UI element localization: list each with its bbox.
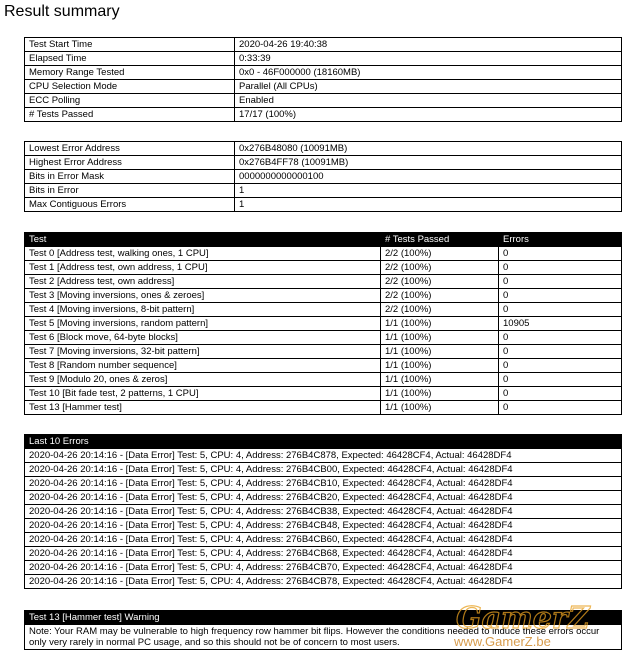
test-row	[25, 387, 622, 401]
test-row	[25, 247, 622, 261]
error-info-row	[25, 184, 622, 198]
row-value: 0000000000000100	[235, 170, 622, 184]
summary-table	[24, 37, 622, 122]
row-label: Bits in Error Mask	[25, 170, 235, 184]
row-label: Elapsed Time	[25, 52, 235, 66]
test-name-cell: Test 5 [Moving inversions, random pattern]	[25, 317, 381, 331]
summary-row	[25, 108, 622, 122]
errors-cell: 0	[499, 387, 622, 401]
error-row	[25, 547, 622, 561]
tests-passed-cell: 1/1 (100%)	[381, 387, 499, 401]
row-label: Bits in Error	[25, 184, 235, 198]
errors-cell: 0	[499, 247, 622, 261]
row-value: 1	[235, 184, 622, 198]
tests-passed-cell: 2/2 (100%)	[381, 275, 499, 289]
error-info-row	[25, 198, 622, 212]
error-entry: 2020-04-26 20:14:16 - [Data Error] Test: 5, CPU: 4, Address: 276B4CB78, Expected: 46428CF4, Actual: 46428DF4	[25, 575, 622, 589]
row-label: Memory Range Tested	[25, 66, 235, 80]
error-entry: 2020-04-26 20:14:16 - [Data Error] Test: 5, CPU: 4, Address: 276B4CB68, Expected: 46428CF4, Actual: 46428DF4	[25, 547, 622, 561]
error-entry: 2020-04-26 20:14:16 - [Data Error] Test: 5, CPU: 4, Address: 276B4CB60, Expected: 46428CF4, Actual: 46428DF4	[25, 533, 622, 547]
error-info-row	[25, 156, 622, 170]
warning-text: Note: Your RAM may be vulnerable to high frequency row hammer bit flips. However the conditions needed to induce these errors occur only very rarely in normal PC usage, and so this should not be of concern to most users.	[25, 625, 622, 650]
row-label: Test Start Time	[25, 38, 235, 52]
column-header-errors: Errors	[499, 233, 622, 247]
test-row	[25, 345, 622, 359]
last-errors-table	[24, 434, 622, 589]
summary-row	[25, 38, 622, 52]
error-row	[25, 491, 622, 505]
tests-passed-cell: 1/1 (100%)	[381, 359, 499, 373]
test-name-cell: Test 10 [Bit fade test, 2 patterns, 1 CPU]	[25, 387, 381, 401]
test-name-cell: Test 9 [Modulo 20, ones & zeros]	[25, 373, 381, 387]
error-row	[25, 575, 622, 589]
page-title: Result summary	[4, 3, 120, 20]
row-label: Lowest Error Address	[25, 142, 235, 156]
test-row	[25, 303, 622, 317]
errors-cell: 0	[499, 345, 622, 359]
error-entry: 2020-04-26 20:14:16 - [Data Error] Test: 5, CPU: 4, Address: 276B4CB38, Expected: 46428CF4, Actual: 46428DF4	[25, 505, 622, 519]
last-errors-header: Last 10 Errors	[25, 435, 622, 449]
test-name-cell: Test 7 [Moving inversions, 32-bit pattern]	[25, 345, 381, 359]
row-label: # Tests Passed	[25, 108, 235, 122]
error-entry: 2020-04-26 20:14:16 - [Data Error] Test: 5, CPU: 4, Address: 276B4CB48, Expected: 46428CF4, Actual: 46428DF4	[25, 519, 622, 533]
summary-row	[25, 52, 622, 66]
row-value: 17/17 (100%)	[235, 108, 622, 122]
error-row	[25, 561, 622, 575]
row-value: 0x0 - 46F000000 (18160MB)	[235, 66, 622, 80]
error-row	[25, 533, 622, 547]
test-name-cell: Test 1 [Address test, own address, 1 CPU]	[25, 261, 381, 275]
column-header-passed: # Tests Passed	[381, 233, 499, 247]
test-row	[25, 289, 622, 303]
test-name-cell: Test 8 [Random number sequence]	[25, 359, 381, 373]
row-value: 0x276B48080 (10091MB)	[235, 142, 622, 156]
row-label: Highest Error Address	[25, 156, 235, 170]
error-row	[25, 519, 622, 533]
test-name-cell: Test 6 [Block move, 64-byte blocks]	[25, 331, 381, 345]
tests-table	[24, 232, 622, 415]
test-row	[25, 373, 622, 387]
row-label: ECC Polling	[25, 94, 235, 108]
watermark-url-text: www.GamerZ.be	[454, 634, 551, 649]
errors-cell: 0	[499, 331, 622, 345]
test-row	[25, 331, 622, 345]
test-name-cell: Test 0 [Address test, walking ones, 1 CPU]	[25, 247, 381, 261]
row-label: Max Contiguous Errors	[25, 198, 235, 212]
warning-table	[24, 610, 622, 650]
warning-header: Test 13 [Hammer test] Warning	[25, 611, 622, 625]
error-row	[25, 449, 622, 463]
errors-cell: 0	[499, 289, 622, 303]
watermark-logo-text: GamerZ	[456, 601, 590, 636]
test-row	[25, 359, 622, 373]
error-info-row	[25, 142, 622, 156]
errors-cell: 0	[499, 359, 622, 373]
row-value: 2020-04-26 19:40:38	[235, 38, 622, 52]
test-name-cell: Test 4 [Moving inversions, 8-bit pattern]	[25, 303, 381, 317]
test-name-cell: Test 2 [Address test, own address]	[25, 275, 381, 289]
row-value: Enabled	[235, 94, 622, 108]
test-row	[25, 401, 622, 415]
error-entry: 2020-04-26 20:14:16 - [Data Error] Test: 5, CPU: 4, Address: 276B4CB10, Expected: 46428CF4, Actual: 46428DF4	[25, 477, 622, 491]
test-row	[25, 275, 622, 289]
summary-row	[25, 80, 622, 94]
error-entry: 2020-04-26 20:14:16 - [Data Error] Test: 5, CPU: 4, Address: 276B4CB00, Expected: 46428CF4, Actual: 46428DF4	[25, 463, 622, 477]
error-row	[25, 505, 622, 519]
tests-passed-cell: 1/1 (100%)	[381, 317, 499, 331]
error-row	[25, 477, 622, 491]
tests-passed-cell: 1/1 (100%)	[381, 373, 499, 387]
summary-row	[25, 66, 622, 80]
errors-cell: 0	[499, 373, 622, 387]
error-entry: 2020-04-26 20:14:16 - [Data Error] Test: 5, CPU: 4, Address: 276B4C878, Expected: 46428CF4, Actual: 46428DF4	[25, 449, 622, 463]
error-info-table	[24, 141, 622, 212]
test-row	[25, 317, 622, 331]
errors-cell: 0	[499, 275, 622, 289]
error-info-row	[25, 170, 622, 184]
row-value: Parallel (All CPUs)	[235, 80, 622, 94]
tests-passed-cell: 2/2 (100%)	[381, 303, 499, 317]
errors-cell: 0	[499, 401, 622, 415]
error-entry: 2020-04-26 20:14:16 - [Data Error] Test: 5, CPU: 4, Address: 276B4CB70, Expected: 46428CF4, Actual: 46428DF4	[25, 561, 622, 575]
test-name-cell: Test 13 [Hammer test]	[25, 401, 381, 415]
test-row	[25, 261, 622, 275]
tests-passed-cell: 2/2 (100%)	[381, 247, 499, 261]
tests-header-row	[25, 233, 622, 247]
tests-passed-cell: 2/2 (100%)	[381, 289, 499, 303]
errors-cell: 0	[499, 303, 622, 317]
tests-passed-cell: 1/1 (100%)	[381, 401, 499, 415]
column-header-test: Test	[25, 233, 381, 247]
error-entry: 2020-04-26 20:14:16 - [Data Error] Test: 5, CPU: 4, Address: 276B4CB20, Expected: 46428CF4, Actual: 46428DF4	[25, 491, 622, 505]
row-value: 1	[235, 198, 622, 212]
summary-row	[25, 94, 622, 108]
tests-passed-cell: 1/1 (100%)	[381, 331, 499, 345]
row-label: CPU Selection Mode	[25, 80, 235, 94]
row-value: 0:33:39	[235, 52, 622, 66]
error-row	[25, 463, 622, 477]
errors-cell: 0	[499, 261, 622, 275]
row-value: 0x276B4FF78 (10091MB)	[235, 156, 622, 170]
tests-passed-cell: 1/1 (100%)	[381, 345, 499, 359]
errors-cell: 10905	[499, 317, 622, 331]
test-name-cell: Test 3 [Moving inversions, ones & zeroes]	[25, 289, 381, 303]
tests-passed-cell: 2/2 (100%)	[381, 261, 499, 275]
